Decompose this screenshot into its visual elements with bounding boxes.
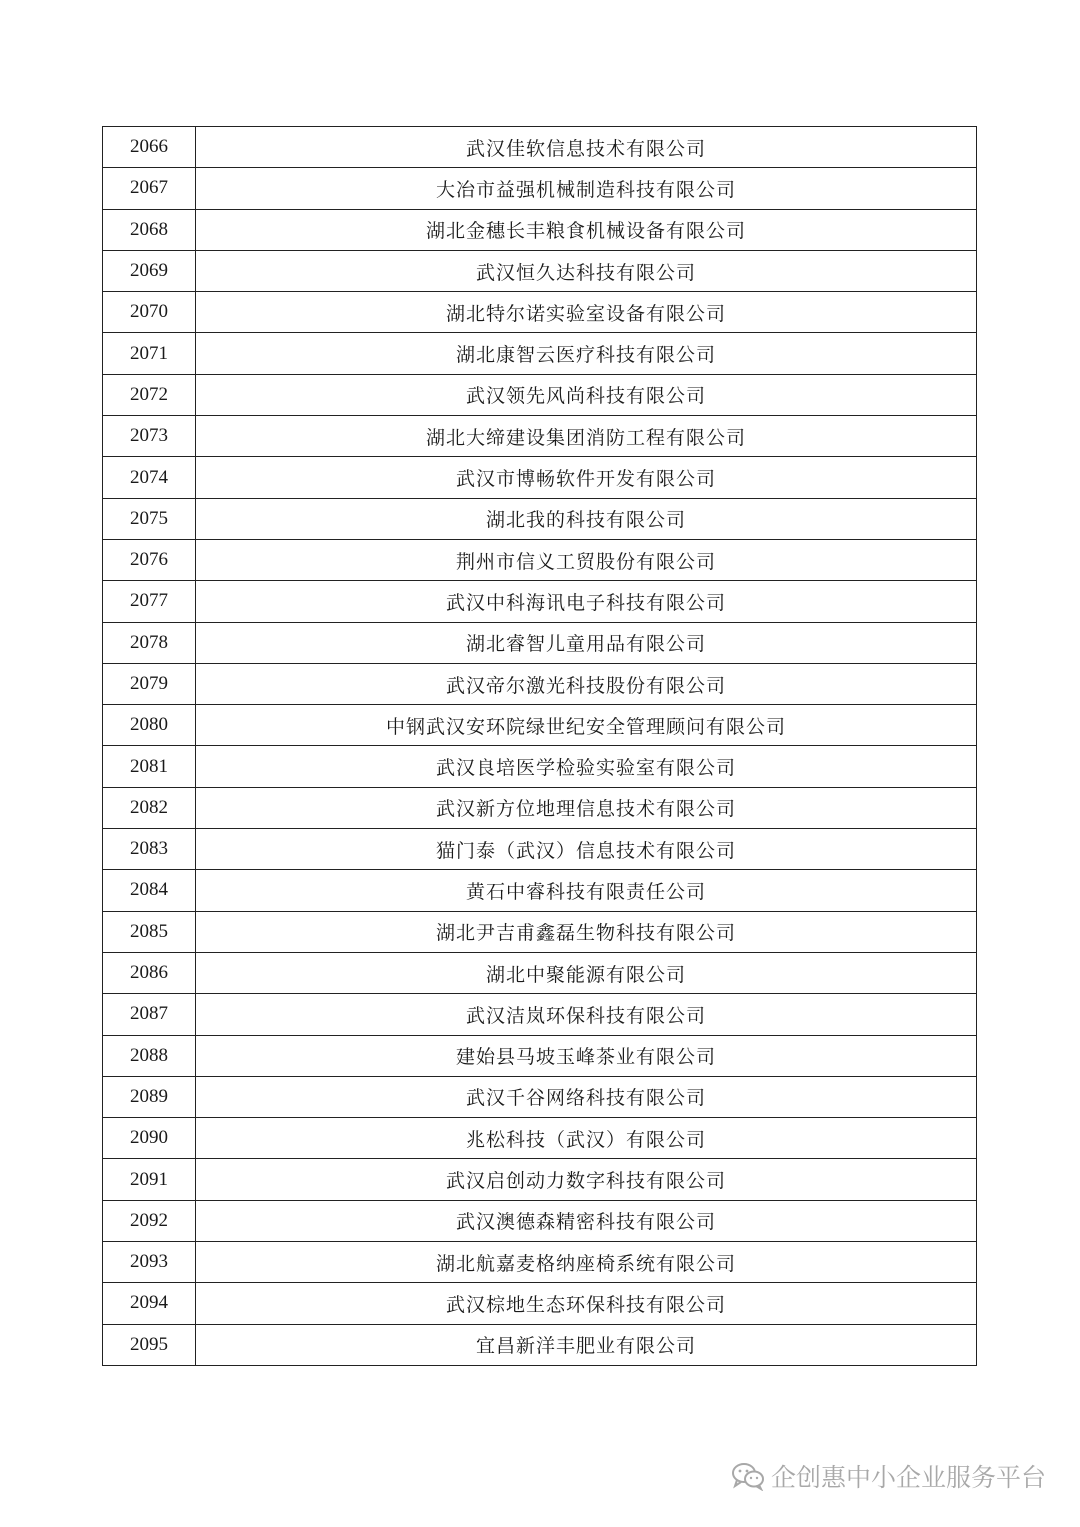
company-name: 武汉千谷网络科技有限公司 (196, 1076, 977, 1117)
row-index: 2068 (103, 209, 196, 250)
table-row (103, 1035, 977, 1076)
row-index: 2074 (103, 457, 196, 498)
company-name: 武汉中科海讯电子科技有限公司 (196, 581, 977, 622)
table-row (103, 787, 977, 828)
row-index: 2075 (103, 498, 196, 539)
company-name: 武汉市博畅软件开发有限公司 (196, 457, 977, 498)
company-name: 武汉佳软信息技术有限公司 (196, 127, 977, 168)
table-row (103, 622, 977, 663)
row-index: 2069 (103, 250, 196, 291)
row-index: 2094 (103, 1283, 196, 1324)
table-row (103, 870, 977, 911)
row-index: 2085 (103, 911, 196, 952)
row-index: 2095 (103, 1324, 196, 1365)
table-row (103, 1118, 977, 1159)
company-name: 湖北中聚能源有限公司 (196, 952, 977, 993)
row-index: 2076 (103, 539, 196, 580)
company-name: 湖北睿智儿童用品有限公司 (196, 622, 977, 663)
row-index: 2090 (103, 1118, 196, 1159)
company-name: 黄石中睿科技有限责任公司 (196, 870, 977, 911)
table-row (103, 994, 977, 1035)
table-row (103, 829, 977, 870)
company-name: 中钢武汉安环院绿世纪安全管理顾问有限公司 (196, 705, 977, 746)
wechat-icon (731, 1461, 765, 1491)
table-row (103, 1283, 977, 1324)
company-name: 武汉领先风尚科技有限公司 (196, 374, 977, 415)
table-row (103, 1076, 977, 1117)
table-row (103, 1324, 977, 1365)
company-name: 大冶市益强机械制造科技有限公司 (196, 168, 977, 209)
company-name: 武汉帝尔激光科技股份有限公司 (196, 663, 977, 704)
table-row (103, 911, 977, 952)
table-row (103, 292, 977, 333)
table-row (103, 209, 977, 250)
table-row (103, 1159, 977, 1200)
table-row (103, 416, 977, 457)
watermark (731, 1458, 1046, 1494)
row-index: 2087 (103, 994, 196, 1035)
row-index: 2091 (103, 1159, 196, 1200)
row-index: 2086 (103, 952, 196, 993)
row-index: 2078 (103, 622, 196, 663)
company-name: 武汉启创动力数字科技有限公司 (196, 1159, 977, 1200)
table-row (103, 746, 977, 787)
company-name: 建始县马坡玉峰茶业有限公司 (196, 1035, 977, 1076)
company-name: 武汉澳德森精密科技有限公司 (196, 1200, 977, 1241)
table-row (103, 374, 977, 415)
table-row (103, 168, 977, 209)
row-index: 2089 (103, 1076, 196, 1117)
row-index: 2077 (103, 581, 196, 622)
row-index: 2082 (103, 787, 196, 828)
row-index: 2084 (103, 870, 196, 911)
company-name: 武汉棕地生态环保科技有限公司 (196, 1283, 977, 1324)
table-row (103, 457, 977, 498)
table-row (103, 705, 977, 746)
company-name: 湖北特尔诺实验室设备有限公司 (196, 292, 977, 333)
watermark-text: 企创惠中小企业服务平台 (770, 1463, 1046, 1492)
company-name: 武汉新方位地理信息技术有限公司 (196, 787, 977, 828)
company-name: 湖北金穗长丰粮食机械设备有限公司 (196, 209, 977, 250)
table-row (103, 1200, 977, 1241)
company-name: 武汉恒久达科技有限公司 (196, 250, 977, 291)
company-list-table (102, 126, 977, 1366)
row-index: 2081 (103, 746, 196, 787)
row-index: 2073 (103, 416, 196, 457)
table-row (103, 250, 977, 291)
table-row (103, 663, 977, 704)
company-name: 湖北我的科技有限公司 (196, 498, 977, 539)
table-row (103, 581, 977, 622)
row-index: 2080 (103, 705, 196, 746)
company-name: 湖北康智云医疗科技有限公司 (196, 333, 977, 374)
company-name: 兆松科技（武汉）有限公司 (196, 1118, 977, 1159)
row-index: 2066 (103, 127, 196, 168)
row-index: 2070 (103, 292, 196, 333)
company-name: 荆州市信义工贸股份有限公司 (196, 539, 977, 580)
row-index: 2072 (103, 374, 196, 415)
company-name: 猫门泰（武汉）信息技术有限公司 (196, 829, 977, 870)
table-row (103, 127, 977, 168)
row-index: 2093 (103, 1242, 196, 1283)
company-name: 武汉良培医学检验实验室有限公司 (196, 746, 977, 787)
row-index: 2092 (103, 1200, 196, 1241)
row-index: 2067 (103, 168, 196, 209)
company-name: 宜昌新洋丰肥业有限公司 (196, 1324, 977, 1365)
row-index: 2079 (103, 663, 196, 704)
table-row (103, 1242, 977, 1283)
company-name: 湖北航嘉麦格纳座椅系统有限公司 (196, 1242, 977, 1283)
table-row (103, 333, 977, 374)
row-index: 2088 (103, 1035, 196, 1076)
table-row (103, 498, 977, 539)
row-index: 2071 (103, 333, 196, 374)
company-name: 湖北大缔建设集团消防工程有限公司 (196, 416, 977, 457)
table-row (103, 539, 977, 580)
row-index: 2083 (103, 829, 196, 870)
company-name: 武汉洁岚环保科技有限公司 (196, 994, 977, 1035)
company-name: 湖北尹吉甫鑫磊生物科技有限公司 (196, 911, 977, 952)
table-row (103, 952, 977, 993)
table-body (103, 127, 977, 1366)
